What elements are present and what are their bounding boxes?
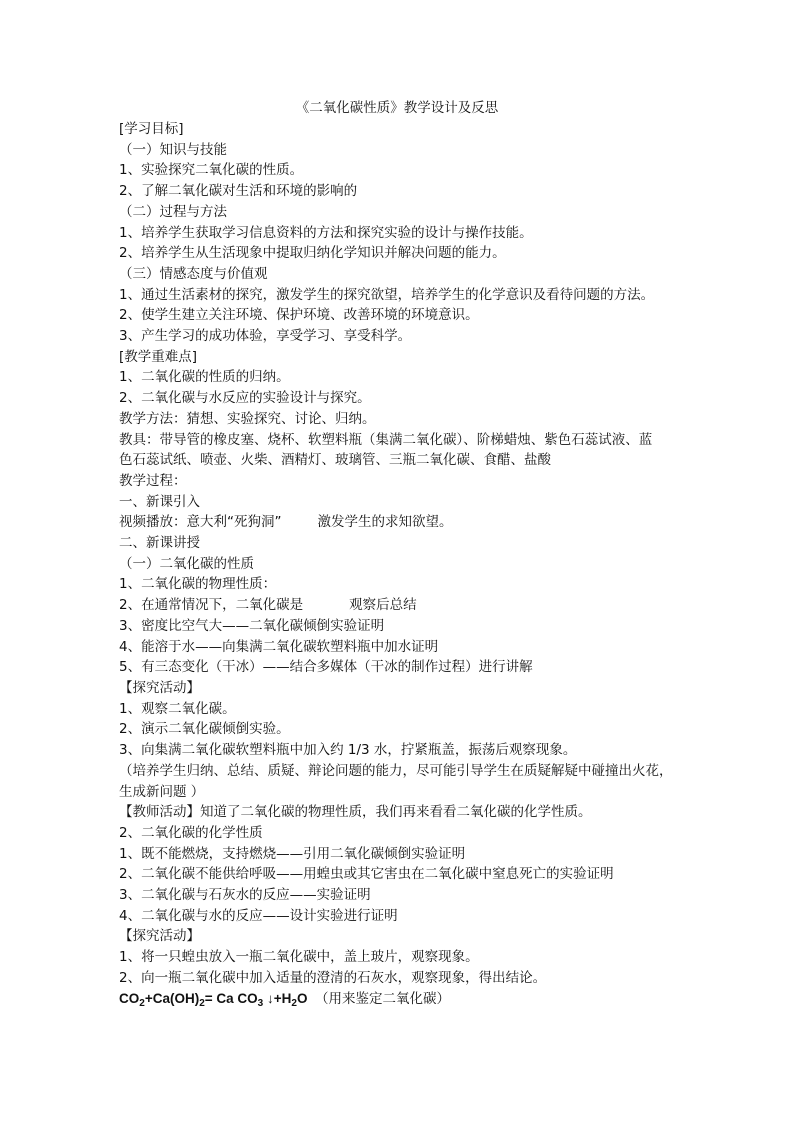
formula-subscript: 2 — [199, 997, 205, 1009]
formula-subscript: 2 — [291, 997, 297, 1009]
list-item: 2、培养学生从生活现象中提取归纳化学知识并解决问题的能力。 — [119, 245, 506, 262]
subheading-chemical-properties: 2、二氧化碳的化学性质 — [119, 824, 263, 841]
teaching-aids-line1: 教具：带导管的橡皮塞、烧杯、软塑料瓶（集满二氧化碳）、阶梯蜡烛、紫色石蕊试液、蓝 — [119, 431, 653, 448]
document-body — [119, 119, 679, 1014]
list-item: 3、产生学习的成功体验，享受学习、享受科学。 — [119, 328, 412, 345]
chemical-equation — [119, 989, 679, 1015]
video-purpose: 激发学生的求知欲望。 — [317, 514, 453, 531]
teaching-aids-line2: 色石蕊试纸、喷壶、火柴、酒精灯、玻璃管、三瓶二氧化碳、食醋、盐酸 — [119, 452, 551, 469]
section-heading-intro: 一、新课引入 — [119, 493, 200, 510]
subheading-co2-properties: （一）二氧化碳的性质 — [119, 555, 254, 572]
list-item: 1、观察二氧化碳。 — [119, 700, 236, 717]
blank-followup: 观察后总结 — [349, 597, 417, 614]
list-item: 4、能溶于水——向集满二氧化碳软塑料瓶中加水证明 — [119, 638, 439, 655]
subheading-process-methods: （二）过程与方法 — [119, 203, 227, 220]
note-line1: （培养学生归纳、总结、质疑、辩论问题的能力，尽可能引导学生在质疑解疑中碰撞出火花， — [119, 762, 673, 779]
list-item: 5、有三态变化（干冰）——结合多媒体（干冰的制作过程）进行讲解 — [119, 659, 533, 676]
section-heading-key-points: [教学重难点] — [119, 348, 198, 365]
list-item: 2、使学生建立关注环境、保护环境、改善环境的环境意识。 — [119, 307, 479, 324]
list-item: 1、二氧化碳的性质的归纳。 — [119, 369, 290, 386]
list-item: 1、将一只蝗虫放入一瓶二氧化碳中，盖上玻片，观察现象。 — [119, 949, 479, 966]
teaching-methods: 教学方法：猜想、实验探究、讨论、归纳。 — [119, 410, 376, 427]
subheading-emotion-values: （三）情感态度与价值观 — [119, 265, 268, 282]
inquiry-activity-heading: 【探究活动】 — [119, 679, 200, 696]
list-item: 2、演示二氧化碳倾倒实验。 — [119, 721, 290, 738]
list-item: 3、二氧化碳与石灰水的反应——实验证明 — [119, 887, 371, 904]
formula-part: O — [296, 990, 308, 1006]
list-item: 2、二氧化碳不能供给呼吸——用蝗虫或其它害虫在二氧化碳中窒息死亡的实验证明 — [119, 866, 614, 883]
section-heading-learning-goals: [学习目标] — [119, 121, 184, 137]
list-item: 1、既不能燃烧，支持燃烧——引用二氧化碳倾倒实验证明 — [119, 845, 466, 862]
formula-part: ↓+H — [263, 990, 292, 1006]
teaching-process-heading: 教学过程： — [119, 472, 187, 489]
list-item: 2、向一瓶二氧化碳中加入适量的澄清的石灰水，观察现象，得出结论。 — [119, 969, 547, 986]
inquiry-activity-heading-2: 【探究活动】 — [119, 928, 200, 945]
list-item: 3、向集满二氧化碳软塑料瓶中加入约 1/3 水，拧紧瓶盖，振荡后观察现象。 — [119, 742, 577, 759]
list-item: 4、二氧化碳与水的反应——设计实验进行证明 — [119, 907, 398, 924]
note-line2: 生成新问题 ） — [119, 783, 205, 800]
formula-part: = Ca CO — [204, 990, 258, 1006]
list-item: 2、了解二氧化碳对生活和环境的影响的 — [119, 183, 358, 200]
list-item: 1、通过生活素材的探究，激发学生的探究欲望，培养学生的化学意识及看待问题的方法。 — [119, 286, 655, 303]
video-text: 视频播放：意大利“死狗洞” — [119, 514, 282, 531]
list-item — [119, 595, 679, 616]
blank-prompt: 2、在通常情况下，二氧化碳是 — [119, 597, 304, 614]
formula-note: （用来鉴定二氧化碳） — [314, 990, 450, 1007]
formula-part: +Ca(OH) — [144, 990, 200, 1006]
list-item: 1、培养学生获取学习信息资料的方法和探究实验的设计与操作技能。 — [119, 224, 533, 241]
list-item: 2、二氧化碳与水反应的实验设计与探究。 — [119, 390, 371, 407]
list-item: 3、密度比空气大——二氧化碳倾倒实验证明 — [119, 617, 385, 634]
list-item: 1、二氧化碳的物理性质： — [119, 576, 277, 593]
subheading-knowledge-skills: （一）知识与技能 — [119, 141, 227, 158]
teacher-activity: 【教师活动】知道了二氧化碳的物理性质，我们再来看看二氧化碳的化学性质。 — [119, 804, 592, 821]
section-heading-new-lesson: 二、新课讲授 — [119, 535, 200, 552]
formula-subscript: 3 — [257, 997, 264, 1009]
document-title: 《二氧化碳性质》教学设计及反思 — [295, 100, 499, 116]
video-line — [119, 512, 679, 533]
formula-subscript: 2 — [139, 997, 145, 1009]
list-item: 1、实验探究二氧化碳的性质。 — [119, 162, 304, 179]
formula-part: CO — [119, 990, 140, 1006]
